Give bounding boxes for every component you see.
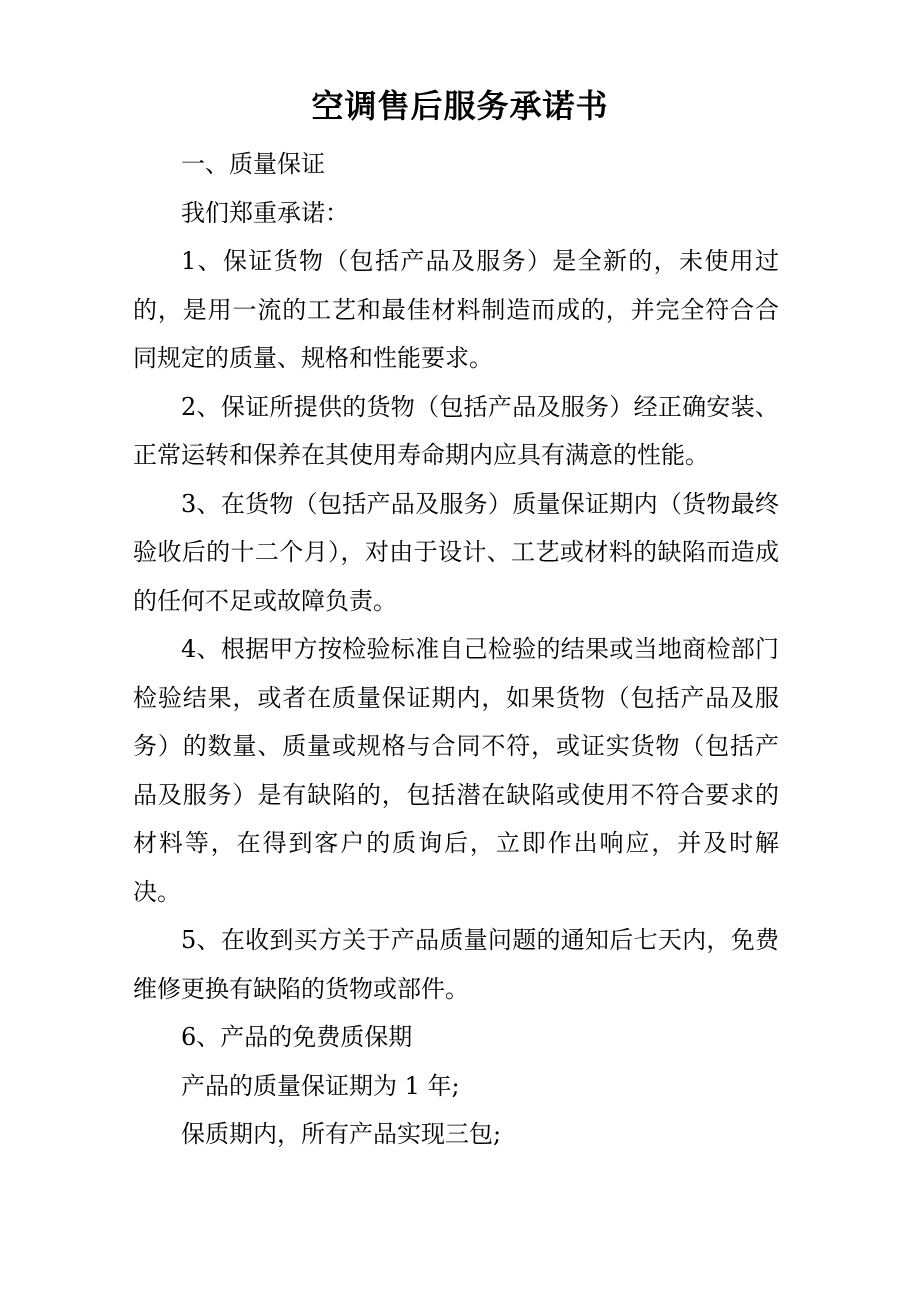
clause-4: 4、根据甲方按检验标准自己检验的结果或当地商检部门检验结果，或者在质量保证期内，如果货物（包括产品及服务）的数量、质量或规格与合同不符，或证实货物（包括产品及服务）是有缺陷的，包括潜在缺陷或使用不符合要求的材料等，在得到客户的质询后，立即作出响应，并及时解决。 [133, 635, 779, 906]
three-guarantees: 保质期内，所有产品实现三包; [181, 1120, 502, 1148]
warranty-period: 产品的质量保证期为 1 年; [181, 1071, 460, 1100]
document-body [133, 140, 779, 1159]
section-heading-quality: 一、质量保证 [181, 150, 325, 178]
commitment-intro: 我们郑重承诺： [181, 198, 349, 227]
clause-2: 2、保证所提供的货物（包括产品及服务）经正确安装、正常运转和保养在其使用寿命期内应具有满意的性能。 [133, 392, 779, 469]
clause-6: 6、产品的免费质保期 [181, 1023, 413, 1051]
clause-5: 5、在收到买方关于产品质量问题的通知后七天内，免费维修更换有缺陷的货物或部件。 [133, 926, 779, 1003]
clause-1: 1、保证货物（包括产品及服务）是全新的，未使用过的，是用一流的工艺和最佳材料制造而成的，并完全符合合同规定的质量、规格和性能要求。 [133, 247, 779, 372]
document-title: 空调售后服务承诺书 [311, 87, 609, 125]
clause-3: 3、在货物（包括产品及服务）质量保证期内（货物最终验收后的十二个月），对由于设计、工艺或材料的缺陷而造成的任何不足或故障负责。 [133, 489, 779, 615]
